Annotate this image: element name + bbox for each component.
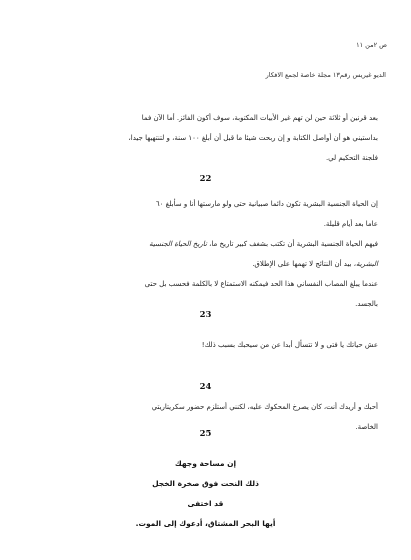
poem-line: إن مساحة وجهك: [174, 459, 237, 468]
paragraph-line: عاما بعد أيام قليلة.: [323, 220, 378, 228]
paragraph-line: فلجنة التحكيم لي.: [325, 154, 378, 162]
paragraph-line: [38, 254, 378, 274]
section-22-paragraph: [38, 194, 378, 314]
section-23-number: 23: [199, 310, 212, 320]
paragraph-line: [38, 234, 378, 254]
italic-title: البشرية: [356, 260, 378, 268]
document-header: الديو غيريس رقم١٣ مجلة خاصة لجمع الافكار: [265, 71, 386, 79]
paragraph-text: ، بيد أن النتائج لا تهمها على الإطلاق.: [252, 260, 356, 268]
section-24-number: 24: [199, 382, 212, 392]
poem-line: أيها البحر المشتاق، أدعوك إلى الموت.: [135, 519, 276, 528]
italic-title: تاريخ الحياة الجنسية: [149, 240, 207, 248]
paragraph-line: بداستيني هو أن أواصل الكتابة و إن ربحت شيئا ما قبل أن أبلغ ١٠٠ سنة، و لتنتهيها جيدا،: [128, 134, 378, 142]
section-25-poem: [0, 454, 411, 534]
paragraph-line: عش حياتك يا فتى و لا تتسأل أبدا عن من سيحبك بسبب ذلك!: [201, 341, 378, 349]
paragraph-line: بعد قرنين أو ثلاثة حين لن تهم غير الأبيات المكتوبة، سوف أكون الفائز. أما الآن فما: [141, 114, 378, 122]
section-22-number: 22: [199, 174, 212, 184]
paragraph-line: إن الحياة الجنسية البشرية تكون دائما صبيانية حتى ولو مارستها أنا و سأبلغ ٦٠: [155, 200, 378, 208]
paragraph-line: بالجسد.: [355, 300, 378, 308]
poem-line: قد اختفى: [187, 499, 224, 508]
page-number: ص ٢من ١١: [356, 41, 387, 49]
paragraph-line: عندما يبلغ المصاب النفساني هذا الحد فيمكنه الاستمتاع لا بالكلمة فحسب بل حتى: [144, 280, 378, 288]
paragraph-text: فيهم الحياة الجنسية البشرية أن تكتب بشغف كبير تاريخ ما،: [209, 240, 378, 248]
poem-line: ذلك النحت فوق صخرة الخجل: [152, 479, 259, 488]
paragraph-line: أحبك و أريدك أنت، كان يصرخ المحكوك عليه، لكنني أستلزم حضور سكريتاريتي: [151, 403, 378, 411]
section-25-number: 25: [199, 429, 212, 439]
section-23-paragraph: [38, 335, 378, 355]
paragraph-line: الخاصة.: [355, 423, 378, 431]
section-21-paragraph: [38, 108, 378, 168]
